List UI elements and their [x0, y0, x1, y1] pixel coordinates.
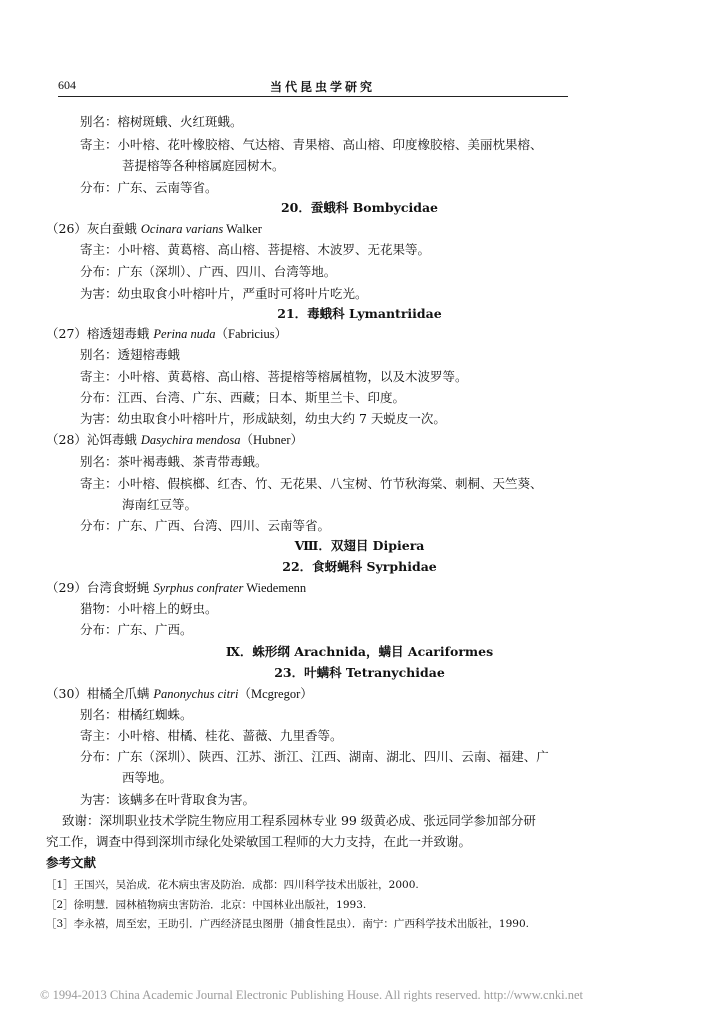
host-line: 寄主：小叶榕、假槟榔、红杏、竹、无花果、八宝树、竹节秋海棠、刺桐、天竺葵、: [80, 476, 543, 491]
distribution-line: 分布：广东（深圳）、陕西、江苏、浙江、江西、湖南、湖北、四川、云南、福建、广: [80, 749, 549, 764]
reference-item: ［2］徐明慧．园林植物病虫害防治．北京：中国林业出版社，1993.: [46, 899, 367, 911]
references-title: 参考文献: [46, 855, 97, 870]
scientific-name: Dasychira mendosa: [140, 433, 241, 447]
host-line: 寄主：小叶榕、黄葛榕、高山榕、菩提榕等榕属植物，以及木波罗等。: [80, 369, 468, 384]
scientific-name: Ocinara varians: [140, 222, 224, 236]
author-name: （Hubner）: [240, 433, 304, 447]
alias-line: 别名：茶叶褐毒蛾、茶青带毒蛾。: [80, 454, 268, 469]
reference-item: ［3］李永禧，周至宏，王助引．广西经济昆虫图册（捕食性昆虫）．南宁：广西科学技术出版社，1990.: [46, 918, 529, 930]
page-number: 604: [58, 78, 76, 92]
header-divider: [58, 96, 568, 97]
alias-line: 别名：柑橘红蜘蛛。: [80, 707, 193, 722]
author-name: （Fabricius）: [215, 327, 288, 341]
damage-line: 为害：幼虫取食小叶榕叶片，形成缺刻，幼虫大约 7 天蜕皮一次。: [80, 411, 446, 426]
species-heading: [46, 580, 306, 596]
species-heading: [46, 326, 287, 342]
host-line: 寄主：小叶榕、柑橘、桂花、蔷薇、九里香等。: [80, 728, 343, 743]
distribution-line-cont: 西等地。: [122, 770, 173, 785]
author-name: Wiedemenn: [243, 581, 307, 595]
distribution-line: 分布：江西、台湾、广东、西藏；日本、斯里兰卡、印度。: [80, 390, 406, 405]
species-number-name: （27）榕透翅毒蛾: [46, 326, 154, 341]
acknowledgement-line-cont: 究工作，调查中得到深圳市绿化处梁敏国工程师的大力支持，在此一并致谢。: [46, 834, 472, 849]
distribution-line: 分布：广东、云南等省。: [80, 180, 218, 195]
alias-line: 别名：透翅榕毒蛾: [80, 347, 181, 362]
species-number-name: （30）柑橘全爪螨: [46, 686, 154, 701]
species-heading: [46, 686, 313, 702]
species-number-name: （29）台湾食蚜蝇: [46, 580, 154, 595]
species-heading: [46, 432, 303, 448]
author-name: Walker: [223, 222, 262, 236]
alias-line: 别名：榕树斑蛾、火红斑蛾。: [80, 114, 243, 129]
class-heading: Ⅸ．蛛形纲 Arachnida，螨目 Acariformes: [225, 644, 494, 659]
distribution-line: 分布：广东、广西、台湾、四川、云南等省。: [80, 518, 331, 533]
order-heading: Ⅷ．双翅目 Dipiera: [294, 538, 425, 553]
host-line: 寄主：小叶榕、黄葛榕、高山榕、菩提榕、木波罗、无花果等。: [80, 242, 431, 257]
distribution-line: 分布：广东、广西。: [80, 622, 193, 637]
damage-line: 为害：幼虫取食小叶榕叶片，严重时可将叶片吃光。: [80, 286, 368, 301]
family-heading: 21．毒蛾科 Lymantriidae: [277, 306, 442, 321]
species-number-name: （28）沁饵毒蛾: [46, 432, 141, 447]
scientific-name: Syrphus confrater: [153, 581, 244, 595]
scientific-name: Perina nuda: [153, 327, 216, 341]
running-header: [58, 78, 578, 96]
host-line-cont: 菩提榕等各种榕属庭园树木。: [122, 158, 285, 173]
reference-item: ［1］王国兴，吴治成．花木病虫害及防治．成都：四川科学技术出版社，2000.: [46, 879, 419, 891]
host-line: 寄主：小叶榕、花叶橡胶榕、气达榕、青果榕、高山榕、印度橡胶榕、美丽枕果榕、: [80, 137, 543, 152]
damage-line: 为害：该螨多在叶背取食为害。: [80, 792, 256, 807]
distribution-line: 分布：广东（深圳）、广西、四川、台湾等地。: [80, 264, 337, 279]
prey-line: 猎物：小叶榕上的蚜虫。: [80, 601, 218, 616]
family-heading: 23．叶螨科 Tetranychidae: [274, 665, 445, 680]
author-name: （Mcgregor）: [238, 687, 313, 701]
journal-title: 当代昆虫学研究: [270, 80, 376, 94]
acknowledgement-line: 致谢：深圳职业技术学院生物应用工程系园林专业 99 级黄必成、张远同学参加部分研: [62, 813, 536, 828]
copyright-footer: © 1994-2013 China Academic Journal Electronic Publishing House. All rights reserved. http://www.cnki.net: [40, 988, 583, 1002]
family-heading: 20．蚕蛾科 Bombycidae: [280, 200, 439, 215]
species-heading: [46, 221, 262, 237]
host-line-cont: 海南红豆等。: [122, 497, 198, 512]
family-heading: 22．食蚜蝇科 Syrphidae: [282, 559, 437, 574]
species-number-name: （26）灰白蚕蛾: [46, 221, 141, 236]
scientific-name: Panonychus citri: [153, 687, 239, 701]
